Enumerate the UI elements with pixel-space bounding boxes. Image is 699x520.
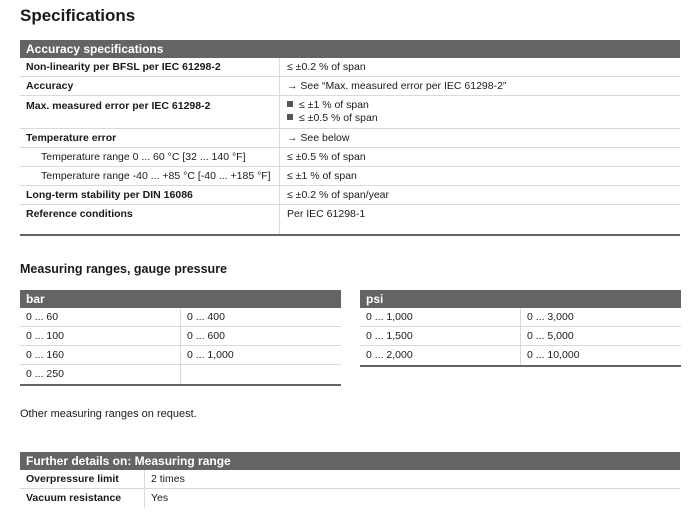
table-row <box>20 148 680 167</box>
table-row <box>20 489 680 508</box>
table-row <box>20 129 680 148</box>
square-bullet-icon <box>287 114 293 120</box>
further-details-table <box>20 452 680 508</box>
row-value: ≤ ±0.5 % of span <box>279 148 366 166</box>
row-label: Reference conditions <box>26 208 133 220</box>
table-cell: 0 ... 1,000 <box>180 346 234 364</box>
row-label: Max. measured error per IEC 61298-2 <box>26 100 211 112</box>
table-row <box>20 58 680 77</box>
table-row <box>20 308 341 327</box>
further-details-header: Further details on: Measuring range <box>20 452 680 470</box>
psi-table-header: psi <box>360 290 681 308</box>
page-title: Specifications <box>20 6 136 25</box>
table-row <box>20 77 680 96</box>
square-bullet-icon <box>287 101 293 107</box>
list-item <box>287 99 378 112</box>
row-label: Overpressure limit <box>26 473 119 485</box>
table-row <box>360 327 681 346</box>
row-value: → See below <box>279 129 349 147</box>
column-divider <box>279 224 287 234</box>
ranges-heading: Measuring ranges, gauge pressure <box>20 262 228 276</box>
list-item-text: ≤ ±1 % of span <box>299 99 369 111</box>
table-cell: 0 ... 5,000 <box>520 327 574 345</box>
table-cell: 0 ... 1,500 <box>366 330 413 342</box>
table-row <box>360 308 681 327</box>
table-row <box>20 470 680 489</box>
table-row <box>20 96 680 129</box>
psi-ranges-table <box>360 290 681 367</box>
accuracy-table <box>20 40 680 236</box>
row-value: ≤ ±1 % of span <box>279 167 357 185</box>
table-row <box>20 205 680 224</box>
list-item-text: ≤ ±0.5 % of span <box>299 112 378 124</box>
table-cell <box>180 365 187 384</box>
row-value-list <box>279 96 378 128</box>
table-cell: 0 ... 100 <box>26 330 64 342</box>
row-label: Long-term stability per DIN 16086 <box>26 189 193 201</box>
row-label: Non-linearity per BFSL per IEC 61298-2 <box>26 61 221 73</box>
table-row <box>20 346 341 365</box>
table-row <box>20 327 341 346</box>
row-value: Yes <box>144 489 168 508</box>
table-cell: 0 ... 60 <box>26 311 59 323</box>
row-value: Per IEC 61298-1 <box>279 205 365 224</box>
table-row <box>20 186 680 205</box>
table-bottom-rule <box>360 365 681 367</box>
table-row <box>360 346 681 365</box>
table-bottom-rule <box>20 234 680 236</box>
table-bottom-rule <box>20 384 341 386</box>
bar-ranges-table <box>20 290 341 386</box>
bar-table-header: bar <box>20 290 341 308</box>
table-cell: 0 ... 250 <box>26 368 64 380</box>
table-row <box>20 167 680 186</box>
table-spacer-row <box>20 224 680 234</box>
row-value: ≤ ±0.2 % of span <box>279 58 366 76</box>
table-cell: 0 ... 1,000 <box>366 311 413 323</box>
list-item <box>287 112 378 125</box>
table-cell: 0 ... 10,000 <box>520 346 580 365</box>
row-label: Temperature range -40 ... +85 °C [-40 ... +185 °F] <box>41 170 271 182</box>
table-cell: 0 ... 2,000 <box>366 349 413 361</box>
table-cell: 0 ... 400 <box>180 308 225 326</box>
row-value: → See “Max. measured error per IEC 61298-2” <box>279 77 506 95</box>
table-cell: 0 ... 160 <box>26 349 64 361</box>
row-value: ≤ ±0.2 % of span/year <box>279 186 389 204</box>
table-cell: 0 ... 600 <box>180 327 225 345</box>
row-label: Accuracy <box>26 80 74 92</box>
table-row <box>20 365 341 384</box>
row-value: 2 times <box>144 470 185 488</box>
table-cell: 0 ... 3,000 <box>520 308 574 326</box>
row-label: Temperature error <box>26 132 117 144</box>
ranges-note: Other measuring ranges on request. <box>20 408 197 420</box>
row-label: Vacuum resistance <box>26 492 122 504</box>
row-label: Temperature range 0 ... 60 °C [32 ... 140 °F] <box>41 151 246 163</box>
accuracy-table-header: Accuracy specifications <box>20 40 680 58</box>
